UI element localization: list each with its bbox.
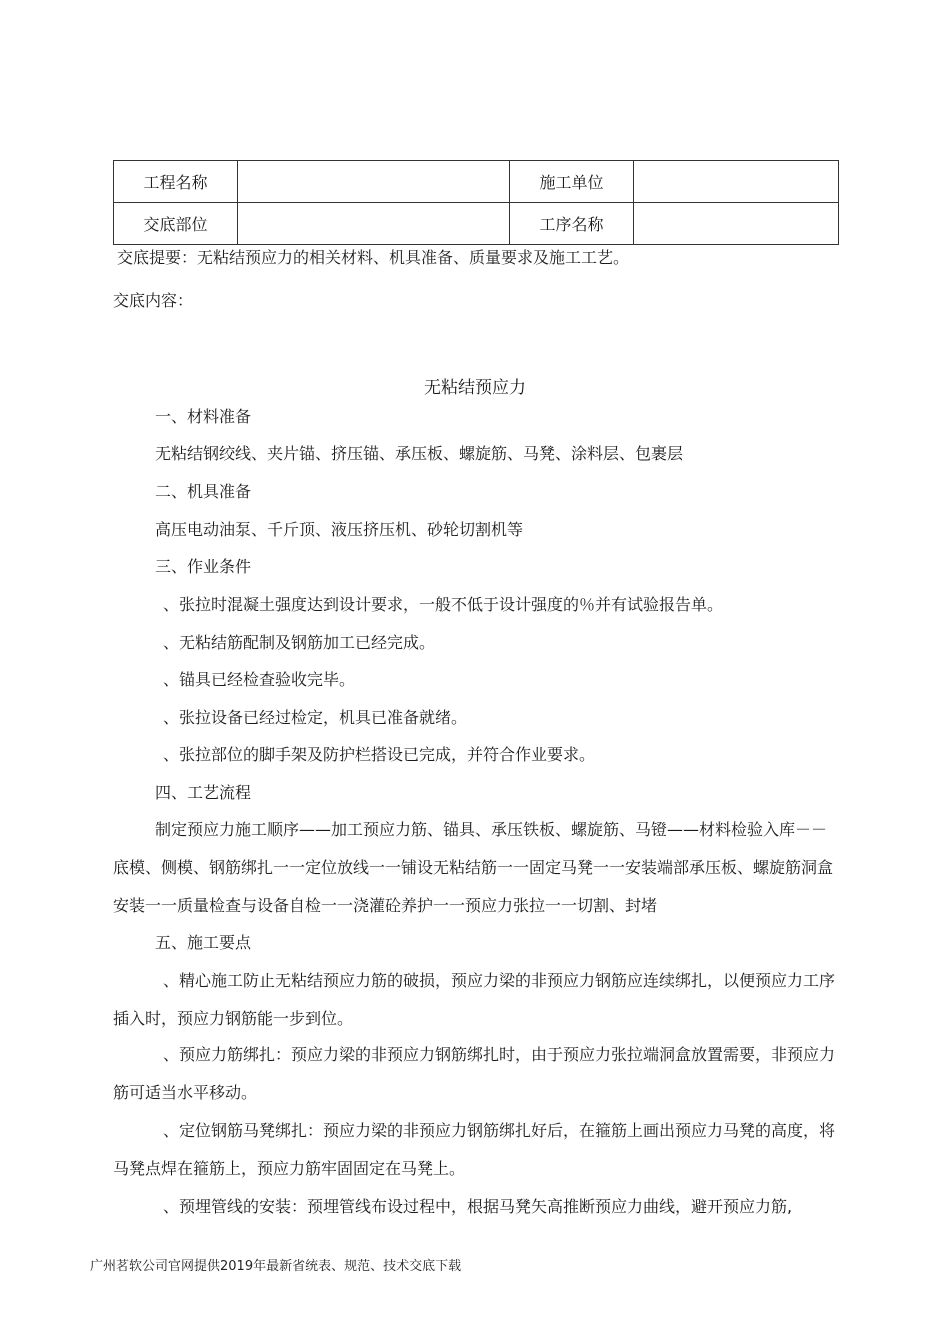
summary-text: 交底提要：无粘结预应力的相关材料、机具准备、质量要求及施工工艺。 xyxy=(117,248,630,267)
handover-location-label: 交底部位 xyxy=(114,203,238,245)
process-name-label: 工序名称 xyxy=(510,203,634,245)
section-1-heading: 一、材料准备 xyxy=(155,407,252,426)
info-table xyxy=(113,160,839,245)
document-title: 无粘结预应力 xyxy=(424,378,526,398)
section-1-text: 无粘结钢绞线、夹片锚、挤压锚、承压板、螺旋筋、马凳、涂料层、包裹层 xyxy=(155,444,684,463)
list-item: 、张拉时混凝土强度达到设计要求，一般不低于设计强度的％并有试验报告单。 xyxy=(163,595,724,614)
section-5-heading: 五、施工要点 xyxy=(155,933,252,952)
content-label: 交底内容： xyxy=(113,291,194,310)
construction-unit-value xyxy=(634,161,839,203)
list-item: 、锚具已经检查验收完毕。 xyxy=(163,670,356,689)
list-item: 、定位钢筋马凳绑扎：预应力梁的非预应力钢筋绑扎好后，在箍筋上画出预应力马凳的高度，将马凳点焊在箍筋上，预应力筋牢固固定在马凳上。 xyxy=(113,1121,836,1178)
table-row xyxy=(114,161,839,203)
section-4-text: 制定预应力施工顺序——加工预应力筋、锚具、承压铁板、螺旋筋、马镫——材料检验入库－－底模、侧模、钢筋绑扎一一定位放线一一铺设无粘结筋一一固定马凳一一安装端部承压板、螺旋筋洞盒安装一一质量检查与设备自检一一浇灌砼养护一一预应力张拉一一切割、封堵 xyxy=(113,820,834,915)
list-item: 、预应力筋绑扎：预应力梁的非预应力钢筋绑扎时，由于预应力张拉端洞盒放置需要，非预应力筋可适当水平移动。 xyxy=(113,1045,836,1102)
list-item: 、精心施工防止无粘结预应力筋的破损，预应力梁的非预应力钢筋应连续绑扎，以便预应力工序插入时，预应力钢筋能一步到位。 xyxy=(113,971,836,1028)
footer-text: 广州茗软公司官网提供2019年最新省统表、规范、技术交底下载 xyxy=(90,1259,462,1274)
section-3-heading: 三、作业条件 xyxy=(155,557,252,576)
project-name-value xyxy=(238,161,510,203)
list-item: 、预埋管线的安装：预埋管线布设过程中，根据马凳矢高推断预应力曲线，避开预应力筋, xyxy=(163,1197,793,1216)
handover-location-value xyxy=(238,203,510,245)
process-name-value xyxy=(634,203,839,245)
list-item: 、无粘结筋配制及钢筋加工已经完成。 xyxy=(163,633,436,652)
project-name-label: 工程名称 xyxy=(114,161,238,203)
construction-unit-label: 施工单位 xyxy=(510,161,634,203)
section-4-heading: 四、工艺流程 xyxy=(155,783,252,802)
table-row xyxy=(114,203,839,245)
section-2-text: 高压电动油泵、千斤顶、液压挤压机、砂轮切割机等 xyxy=(155,520,524,539)
section-2-heading: 二、机具准备 xyxy=(155,482,252,501)
list-item: 、张拉部位的脚手架及防护栏搭设已完成，并符合作业要求。 xyxy=(163,745,596,764)
list-item: 、张拉设备已经过检定，机具已准备就绪。 xyxy=(163,708,468,727)
